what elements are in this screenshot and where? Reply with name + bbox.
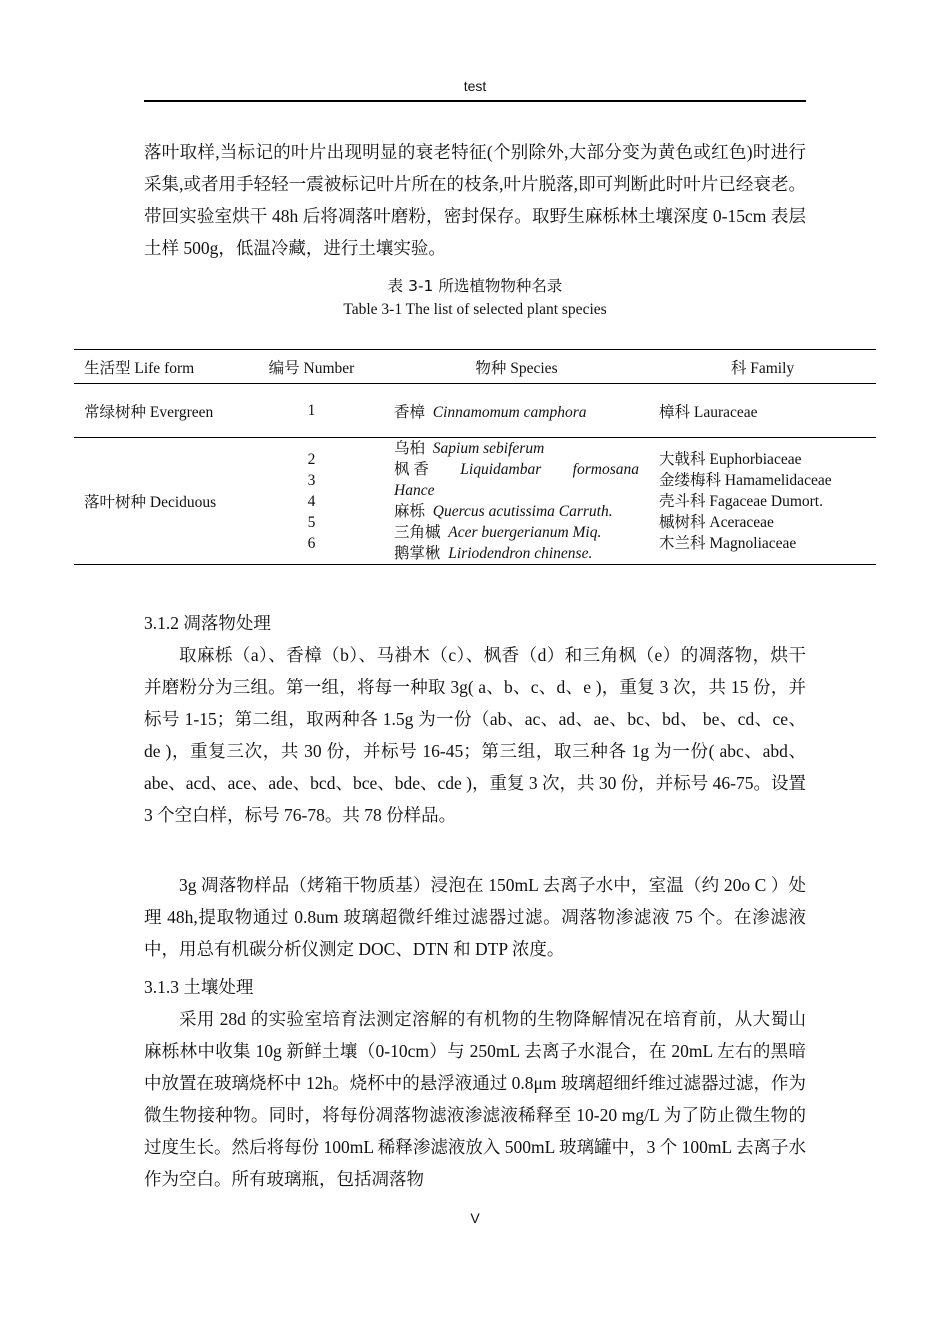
section-heading-313: 3.1.3 土壤处理 <box>144 977 254 997</box>
species-latin: Cinnamomum camphora <box>432 403 587 421</box>
table-caption-en: Table 3-1 The list of selected plant species <box>343 301 607 318</box>
header-species: 物种 Species <box>475 359 558 377</box>
table-row <box>74 438 876 565</box>
cell-number: 1 <box>307 401 316 419</box>
paragraph-sampling: 落叶取样,当标记的叶片出现明显的衰老特征(个别除外,大部分变为黄色或红色)时进行采集,或者用手轻轻一震被标记叶片所在的枝条,叶片脱落,即可判断此时叶片已经衰老。带回实验室烘干 48h 后将凋落叶磨粉，密封保存。取野生麻栎林土壤深度 0-15cm 表层土样 500g，低温冷藏，进行土壤实验。 <box>144 142 806 258</box>
cell-species <box>384 384 649 438</box>
species-cn: 香樟 <box>394 403 426 421</box>
section-heading-312: 3.1.2 凋落物处理 <box>144 613 271 633</box>
family-item: 木兰科 Magnoliaceae <box>659 534 797 552</box>
cell-numbers <box>239 438 384 565</box>
page-header: test <box>463 78 487 94</box>
cell-life-form: 落叶树种 Deciduous <box>84 494 217 511</box>
number-item: 4 <box>307 492 316 510</box>
number-item: 3 <box>307 471 316 489</box>
cell-life-form: 常绿树种 Evergreen <box>84 403 214 421</box>
header-number: 编号 Number <box>268 359 355 377</box>
table-row <box>74 384 876 438</box>
paragraph-leachate: 3g 凋落物样品（烤箱干物质基）浸泡在 150mL 去离子水中，室温（约 20o C ）处理 48h,提取物通过 0.8um 玻璃超微纤维过滤器过滤。凋落物渗滤液 75 个。在渗滤液中，用总有机碳分析仪测定 DOC、DTN 和 DTP 浓度。 <box>144 875 806 959</box>
species-item: Hance <box>394 482 435 499</box>
page-number: V <box>470 1210 480 1226</box>
header-life-form: 生活型 Life form <box>84 359 195 377</box>
family-item: 金缕梅科 Hamamelidaceae <box>659 471 832 489</box>
species-item: 枫 香 Liquidambar formosana <box>394 461 639 478</box>
table-caption-cn: 表 3-1 所选植物物种名录 <box>387 277 563 295</box>
cell-species-list <box>384 438 649 565</box>
number-item: 5 <box>307 513 316 531</box>
species-table <box>74 349 876 565</box>
species-item: 乌桕 Sapium sebiferum <box>394 440 545 457</box>
species-item: 三角槭 Acer buergerianum Miq. <box>394 524 602 541</box>
species-item: 麻栎 Quercus acutissima Carruth. <box>394 503 613 520</box>
number-item: 6 <box>307 534 316 552</box>
header-family: 科 Family <box>730 359 795 377</box>
family-item: 槭树科 Aceraceae <box>659 513 774 531</box>
cell-family-list <box>649 438 876 565</box>
number-item: 2 <box>307 450 316 468</box>
table-header-row <box>74 350 876 384</box>
family-item: 大戟科 Euphorbiaceae <box>659 450 802 468</box>
paragraph-soil-treatment: 采用 28d 的实验室培育法测定溶解的有机物的生物降解情况在培育前，从大蜀山麻栎林中收集 10g 新鲜土壤（0-10cm）与 250mL 去离子水混合，在 20mL 左右的黑暗中放置在玻璃烧杯中 12h。烧杯中的悬浮液通过 0.8μm 玻璃超细纤维过滤器过滤，作为微生物接种物。同时，将每份凋落物滤液渗滤液稀释至 10-20 mg/L 为了防止微生物的过度生长。然后将每份 100mL 稀释渗滤液放入 500mL 玻璃罐中，3 个 100mL 去离子水作为空白。所有玻璃瓶，包括凋落物 <box>144 1009 806 1189</box>
species-item: 鹅掌楸 Liriodendron chinense. <box>394 545 593 562</box>
family-item: 壳斗科 Fagaceae Dumort. <box>659 492 823 510</box>
paragraph-litter-treatment: 取麻栎（a）、香樟（b）、马褂木（c）、枫香（d）和三角枫（e）的凋落物，烘干并磨粉分为三组。第一组，将每一种取 3g( a、b、c、d、e )，重复 3 次，共 15 份，并标号 1-15；第二组，取两种各 1.5g 为一份（ab、ac、ad、ae、bc、bd、 be、cd、ce、de )，重复三次，共 30 份，并标号 16-45；第三组，取三种各 1g 为一份( abc、abd、abe、acd、ace、ade、bcd、bce、bde、cde )，重复 3 次，共 30 份，并标号 46-75。设置 3 个空白样，标号 76-78。共 78 份样品。 <box>144 645 806 825</box>
header-rule <box>144 100 806 102</box>
cell-family: 樟科 Lauraceae <box>659 403 758 421</box>
